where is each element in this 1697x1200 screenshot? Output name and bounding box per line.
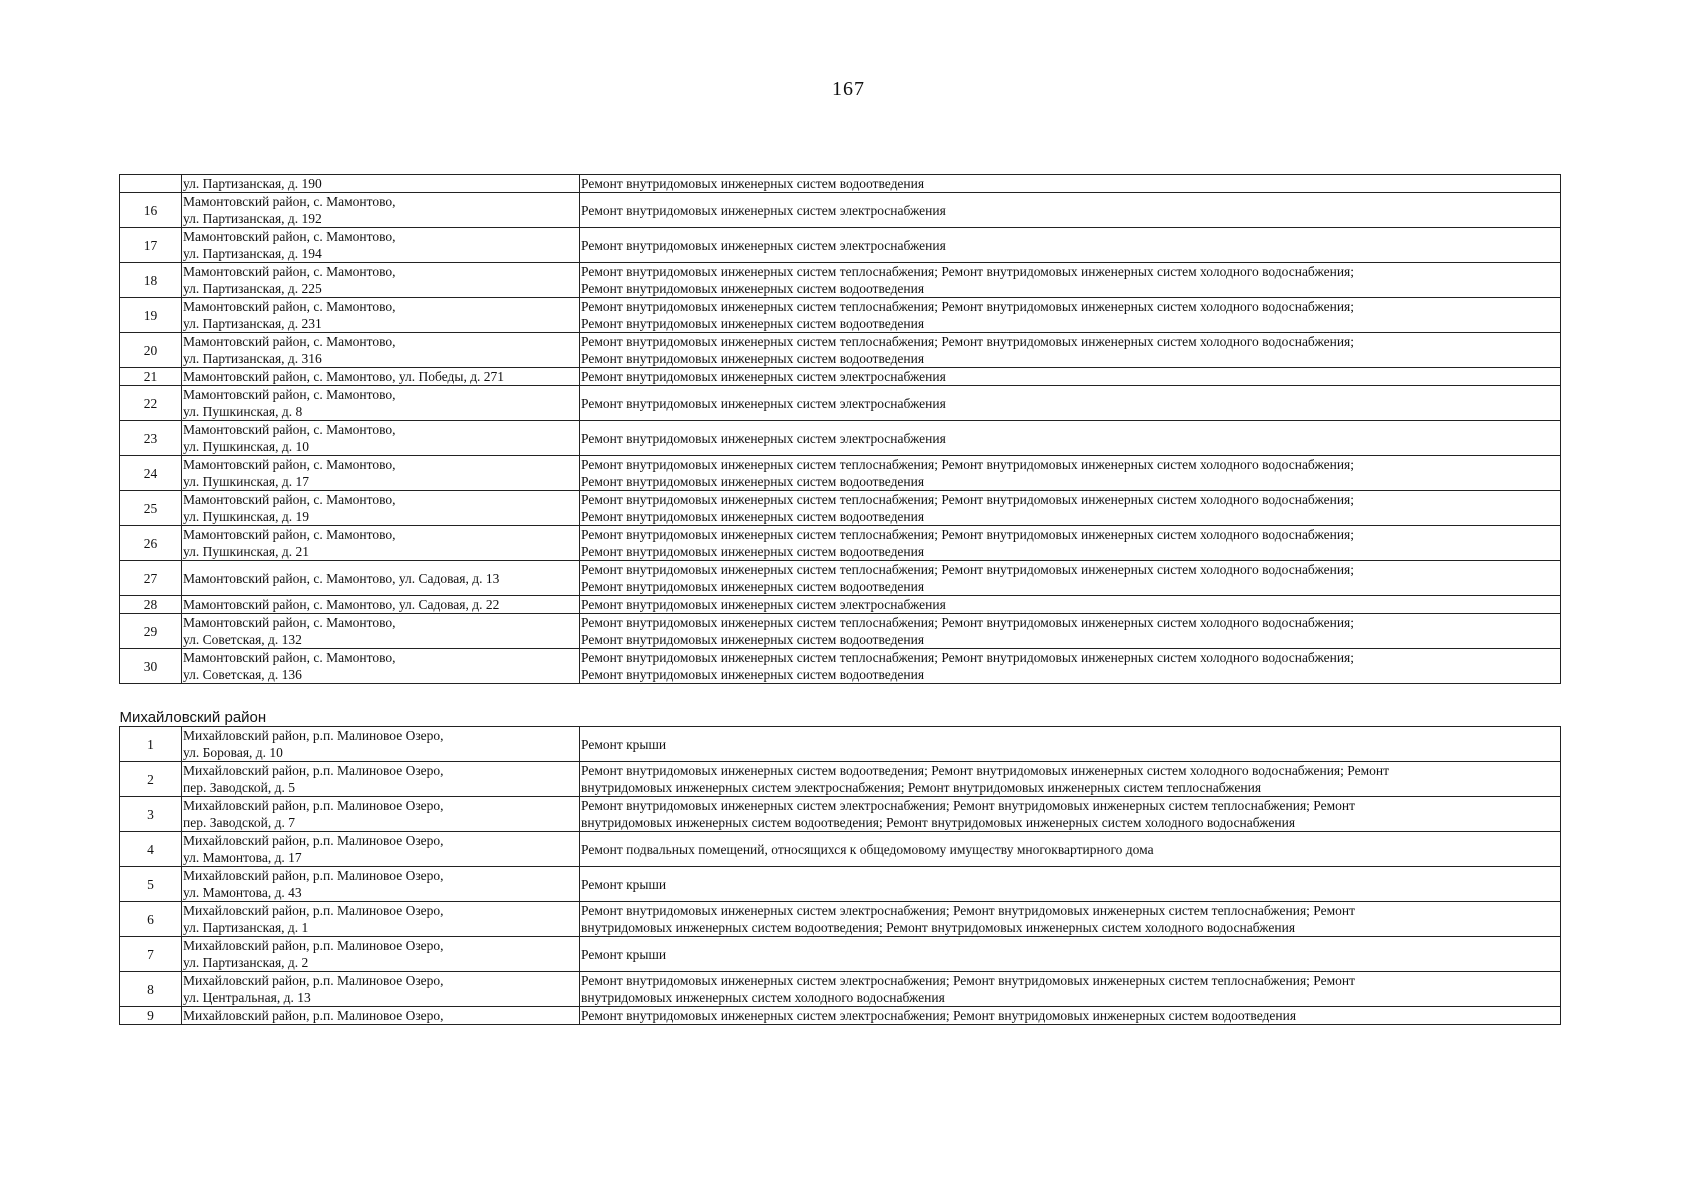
work-type-line: внутридомовых инженерных систем холодного водоснабжения (581, 990, 945, 1005)
address-cell (182, 333, 580, 368)
table-row (120, 526, 1561, 561)
work-type-line: Ремонт внутридомовых инженерных систем электроснабжения; Ремонт внутридомовых инженерных систем теплоснабжения; Ремонт (581, 973, 1356, 988)
address-cell (182, 614, 580, 649)
work-type-cell (580, 797, 1561, 832)
address-cell (182, 228, 580, 263)
work-type-line: Ремонт внутридомовых инженерных систем теплоснабжения; Ремонт внутридомовых инженерных систем холодного водоснабжения; (581, 492, 1355, 507)
table-row (120, 762, 1561, 797)
address-cell (182, 902, 580, 937)
table-row (120, 972, 1561, 1007)
address-line: пер. Заводской, д. 7 (183, 815, 295, 830)
row-number: 20 (120, 333, 182, 368)
work-type-cell (580, 727, 1561, 762)
address-cell (182, 867, 580, 902)
table-body-bottom (120, 727, 1561, 1025)
work-type-line: Ремонт внутридомовых инженерных систем электроснабжения (581, 395, 946, 411)
address-line: Мамонтовский район, с. Мамонтово, (183, 194, 396, 209)
row-number: 30 (120, 649, 182, 684)
address-line: Мамонтовский район, с. Мамонтово, (183, 264, 396, 279)
row-number (120, 175, 182, 193)
address-cell (182, 972, 580, 1007)
address-line: ул. Пушкинская, д. 21 (183, 544, 309, 559)
table-row (120, 561, 1561, 596)
work-type-line: Ремонт внутридомовых инженерных систем электроснабжения (581, 237, 946, 253)
row-number: 3 (120, 797, 182, 832)
repair-table (119, 174, 1561, 1025)
table-row (120, 1007, 1561, 1025)
section-row (120, 684, 1561, 727)
work-type-cell (580, 193, 1561, 228)
table-row (120, 263, 1561, 298)
address-line: ул. Пушкинская, д. 8 (183, 404, 303, 419)
work-type-line: Ремонт внутридомовых инженерных систем водоотведения (581, 316, 925, 331)
table-row (120, 937, 1561, 972)
row-number: 2 (120, 762, 182, 797)
table-row (120, 491, 1561, 526)
address-line: Михайловский район, р.п. Малиновое Озеро, (183, 938, 444, 953)
address-cell (182, 561, 580, 596)
address-line: Мамонтовский район, с. Мамонтово, (183, 615, 396, 630)
address-line: Мамонтовский район, с. Мамонтово, (183, 650, 396, 665)
table-row (120, 727, 1561, 762)
work-type-line: Ремонт внутридомовых инженерных систем электроснабжения (581, 369, 946, 384)
work-type-line: Ремонт внутридомовых инженерных систем электроснабжения; Ремонт внутридомовых инженерных систем теплоснабжения; Ремонт (581, 798, 1356, 813)
table-row (120, 386, 1561, 421)
address-line: ул. Партизанская, д. 192 (183, 211, 322, 226)
address-line: ул. Партизанская, д. 190 (183, 176, 322, 191)
address-line: Михайловский район, р.п. Малиновое Озеро, (183, 973, 444, 988)
work-type-line: Ремонт внутридомовых инженерных систем водоотведения (581, 509, 925, 524)
work-type-line: Ремонт крыши (581, 946, 667, 962)
work-type-line: внутридомовых инженерных систем водоотведения; Ремонт внутридомовых инженерных систем холодного водоснабжения (581, 920, 1296, 935)
work-type-cell (580, 333, 1561, 368)
work-type-cell (580, 649, 1561, 684)
section-header (120, 684, 1561, 727)
address-line: Михайловский район, р.п. Малиновое Озеро, (183, 798, 444, 813)
address-line: Мамонтовский район, с. Мамонтово, (183, 387, 396, 402)
row-number: 7 (120, 937, 182, 972)
work-type-cell (580, 526, 1561, 561)
row-number: 26 (120, 526, 182, 561)
address-line: Михайловский район, р.п. Малиновое Озеро, (183, 833, 444, 848)
address-line: Михайловский район, р.п. Малиновое Озеро, (183, 903, 444, 918)
work-type-line: Ремонт внутридомовых инженерных систем теплоснабжения; Ремонт внутридомовых инженерных систем холодного водоснабжения; (581, 650, 1355, 665)
address-cell (182, 832, 580, 867)
work-type-line: Ремонт внутридомовых инженерных систем водоотведения (581, 632, 925, 647)
row-number: 23 (120, 421, 182, 456)
row-number: 4 (120, 832, 182, 867)
table-row (120, 596, 1561, 614)
work-type-line: Ремонт внутридомовых инженерных систем электроснабжения; Ремонт внутридомовых инженерных систем теплоснабжения; Ремонт (581, 903, 1356, 918)
address-cell (182, 368, 580, 386)
address-line: ул. Партизанская, д. 1 (183, 920, 309, 935)
row-number: 29 (120, 614, 182, 649)
work-type-line: Ремонт внутридомовых инженерных систем теплоснабжения; Ремонт внутридомовых инженерных систем холодного водоснабжения; (581, 562, 1355, 577)
address-line: Мамонтовский район, с. Мамонтово, ул. Садовая, д. 22 (183, 597, 500, 612)
work-type-cell (580, 491, 1561, 526)
work-type-line: Ремонт внутридомовых инженерных систем водоотведения (581, 474, 925, 489)
address-line: пер. Заводской, д. 5 (183, 780, 295, 795)
work-type-cell (580, 867, 1561, 902)
work-type-line: Ремонт внутридомовых инженерных систем теплоснабжения; Ремонт внутридомовых инженерных систем холодного водоснабжения; (581, 264, 1355, 279)
address-line: Мамонтовский район, с. Мамонтово, (183, 527, 396, 542)
address-line: Михайловский район, р.п. Малиновое Озеро, (183, 868, 444, 883)
address-line: Михайловский район, р.п. Малиновое Озеро, (183, 763, 444, 778)
work-type-line: Ремонт внутридомовых инженерных систем теплоснабжения; Ремонт внутридомовых инженерных систем холодного водоснабжения; (581, 527, 1355, 542)
work-type-line: Ремонт внутридомовых инженерных систем теплоснабжения; Ремонт внутридомовых инженерных систем холодного водоснабжения; (581, 615, 1355, 630)
address-line: ул. Партизанская, д. 2 (183, 955, 309, 970)
address-line: Мамонтовский район, с. Мамонтово, ул. Садовая, д. 13 (183, 570, 500, 586)
table-body-top (120, 175, 1561, 684)
work-type-line: внутридомовых инженерных систем электроснабжения; Ремонт внутридомовых инженерных систем теплоснабжения (581, 780, 1262, 795)
work-type-cell (580, 298, 1561, 333)
row-number: 28 (120, 596, 182, 614)
table-row (120, 867, 1561, 902)
work-type-line: внутридомовых инженерных систем водоотведения; Ремонт внутридомовых инженерных систем холодного водоснабжения (581, 815, 1296, 830)
address-line: ул. Пушкинская, д. 17 (183, 474, 309, 489)
table-row (120, 832, 1561, 867)
table-row (120, 298, 1561, 333)
row-number: 5 (120, 867, 182, 902)
address-line: ул. Мамонтова, д. 17 (183, 850, 302, 865)
address-cell (182, 386, 580, 421)
address-line: ул. Центральная, д. 13 (183, 990, 311, 1005)
work-type-line: Ремонт подвальных помещений, относящихся к общедомовому имуществу многоквартирного дома (581, 841, 1154, 857)
address-cell (182, 298, 580, 333)
work-type-line: Ремонт внутридомовых инженерных систем электроснабжения (581, 202, 946, 218)
work-type-cell (580, 175, 1561, 193)
work-type-cell (580, 386, 1561, 421)
address-line: Мамонтовский район, с. Мамонтово, (183, 299, 396, 314)
address-line: Мамонтовский район, с. Мамонтово, ул. Победы, д. 271 (183, 369, 505, 384)
table-row (120, 649, 1561, 684)
row-number: 24 (120, 456, 182, 491)
address-cell (182, 456, 580, 491)
address-line: ул. Мамонтова, д. 43 (183, 885, 302, 900)
work-type-line: Ремонт внутридомовых инженерных систем электроснабжения (581, 430, 946, 446)
address-line: ул. Партизанская, д. 231 (183, 316, 322, 331)
work-type-cell (580, 614, 1561, 649)
row-number: 18 (120, 263, 182, 298)
work-type-line: Ремонт внутридомовых инженерных систем водоотведения (581, 176, 925, 191)
work-type-line: Ремонт внутридомовых инженерных систем водоотведения (581, 579, 925, 594)
work-type-line: Ремонт внутридомовых инженерных систем водоотведения (581, 351, 925, 366)
work-type-cell (580, 902, 1561, 937)
work-type-cell (580, 1007, 1561, 1025)
row-number: 9 (120, 1007, 182, 1025)
address-line: Мамонтовский район, с. Мамонтово, (183, 422, 396, 437)
work-type-cell (580, 421, 1561, 456)
table-row (120, 175, 1561, 193)
work-type-cell (580, 972, 1561, 1007)
work-type-cell (580, 263, 1561, 298)
table-row (120, 614, 1561, 649)
address-line: Михайловский район, р.п. Малиновое Озеро, (183, 728, 444, 743)
work-type-line: Ремонт крыши (581, 736, 667, 752)
address-line: ул. Партизанская, д. 225 (183, 281, 322, 296)
address-cell (182, 193, 580, 228)
work-type-line: Ремонт внутридомовых инженерных систем водоотведения (581, 544, 925, 559)
table-row (120, 797, 1561, 832)
table-row (120, 368, 1561, 386)
address-line: Мамонтовский район, с. Мамонтово, (183, 229, 396, 244)
work-type-line: Ремонт внутридомовых инженерных систем теплоснабжения; Ремонт внутридомовых инженерных систем холодного водоснабжения; (581, 299, 1355, 314)
address-line: Мамонтовский район, с. Мамонтово, (183, 457, 396, 472)
work-type-line: Ремонт внутридомовых инженерных систем водоотведения; Ремонт внутридомовых инженерных систем холодного водоснабжения; Ремонт (581, 763, 1390, 778)
work-type-line: Ремонт внутридомовых инженерных систем электроснабжения; Ремонт внутридомовых инженерных систем водоотведения (581, 1008, 1297, 1023)
table-row (120, 228, 1561, 263)
address-cell (182, 762, 580, 797)
row-number: 16 (120, 193, 182, 228)
work-type-cell (580, 228, 1561, 263)
address-line: Мамонтовский район, с. Мамонтово, (183, 492, 396, 507)
work-type-line: Ремонт внутридомовых инженерных систем водоотведения (581, 667, 925, 682)
table-row (120, 456, 1561, 491)
address-cell (182, 175, 580, 193)
address-line: Михайловский район, р.п. Малиновое Озеро, (183, 1008, 444, 1023)
work-type-line: Ремонт внутридомовых инженерных систем электроснабжения (581, 597, 946, 612)
address-line: ул. Партизанская, д. 316 (183, 351, 322, 366)
address-cell (182, 797, 580, 832)
address-cell (182, 421, 580, 456)
address-line: ул. Пушкинская, д. 10 (183, 439, 309, 454)
row-number: 25 (120, 491, 182, 526)
address-cell (182, 263, 580, 298)
work-type-cell (580, 456, 1561, 491)
address-cell (182, 1007, 580, 1025)
row-number: 17 (120, 228, 182, 263)
table-row (120, 421, 1561, 456)
row-number: 6 (120, 902, 182, 937)
address-line: ул. Советская, д. 136 (183, 667, 302, 682)
address-line: ул. Советская, д. 132 (183, 632, 302, 647)
row-number: 1 (120, 727, 182, 762)
work-type-line: Ремонт внутридомовых инженерных систем теплоснабжения; Ремонт внутридомовых инженерных систем холодного водоснабжения; (581, 334, 1355, 349)
work-type-cell (580, 762, 1561, 797)
page-number: 167 (832, 78, 865, 100)
table-row (120, 333, 1561, 368)
work-type-cell (580, 561, 1561, 596)
work-type-line: Ремонт внутридомовых инженерных систем теплоснабжения; Ремонт внутридомовых инженерных систем холодного водоснабжения; (581, 457, 1355, 472)
row-number: 22 (120, 386, 182, 421)
work-type-line: Ремонт крыши (581, 876, 667, 892)
row-number: 27 (120, 561, 182, 596)
address-line: ул. Пушкинская, д. 19 (183, 509, 309, 524)
address-line: ул. Боровая, д. 10 (183, 745, 283, 760)
section-title: Михайловский район (120, 684, 1561, 727)
work-type-line: Ремонт внутридомовых инженерных систем водоотведения (581, 281, 925, 296)
address-line: ул. Партизанская, д. 194 (183, 246, 322, 261)
address-line: Мамонтовский район, с. Мамонтово, (183, 334, 396, 349)
row-number: 8 (120, 972, 182, 1007)
address-cell (182, 491, 580, 526)
address-cell (182, 937, 580, 972)
address-cell (182, 526, 580, 561)
address-cell (182, 727, 580, 762)
work-type-cell (580, 596, 1561, 614)
work-type-cell (580, 368, 1561, 386)
row-number: 21 (120, 368, 182, 386)
row-number: 19 (120, 298, 182, 333)
work-type-cell (580, 832, 1561, 867)
address-cell (182, 596, 580, 614)
table-row (120, 902, 1561, 937)
table-row (120, 193, 1561, 228)
work-type-cell (580, 937, 1561, 972)
address-cell (182, 649, 580, 684)
